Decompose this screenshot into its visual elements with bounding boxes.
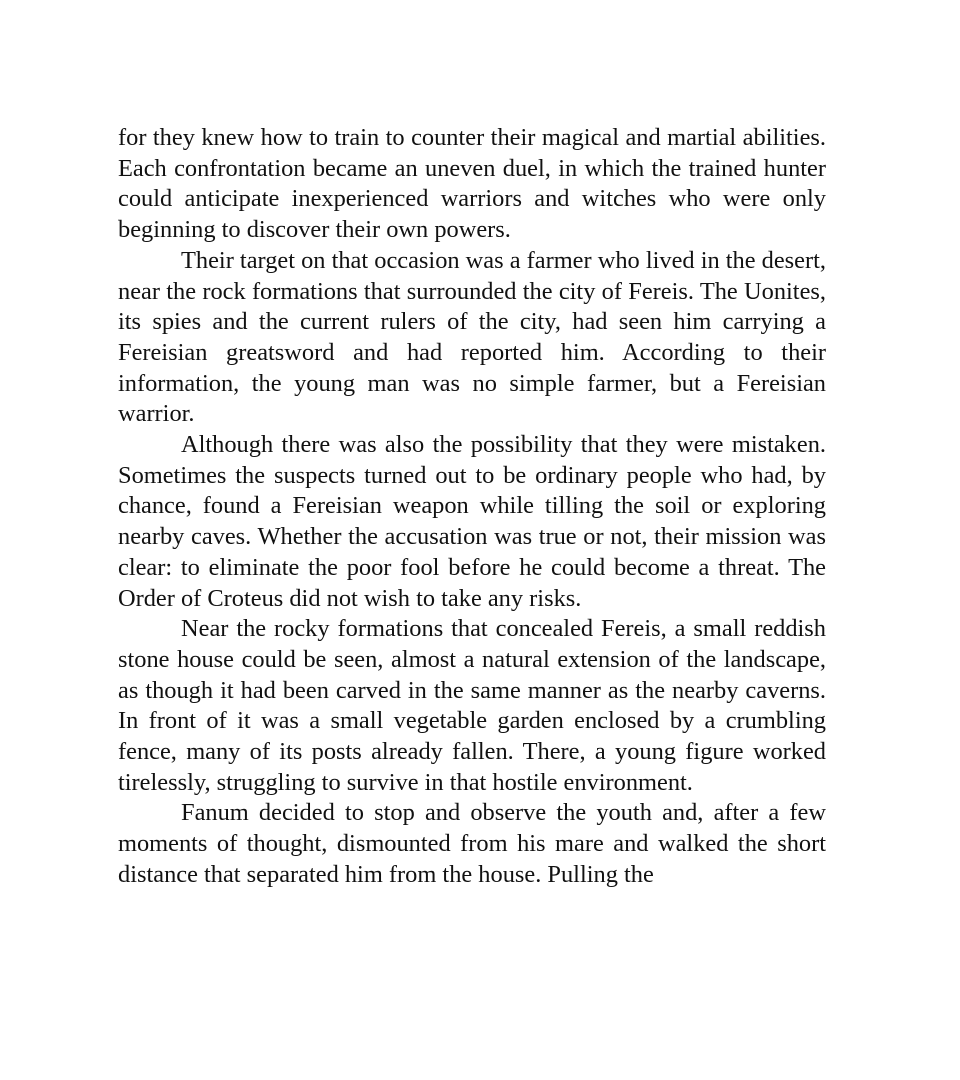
paragraph: Although there was also the possibility that they were mistaken. Sometimes the suspects turned out to be ordinary people who had, by chance, found a Fereisian weapon while tilling the soil or exploring nearby caves. Whether the accusation was true or not, their mission was clear: to eliminate the poor fool before he could become a threat. The Order of Croteus did not wish to take any risks. — [118, 431, 826, 612]
body-text — [118, 123, 826, 891]
paragraph: Fanum decided to stop and observe the youth and, after a few moments of thought, dismounted from his mare and walked the short distance that separated him from the house. Pulling the — [118, 799, 826, 888]
paragraph: Their target on that occasion was a farmer who lived in the desert, near the rock formations that surrounded the city of Fereis. The Uonites, its spies and the current rulers of the city, had seen him carrying a Fereisian greatsword and had reported him. According to their information, the young man was no simple farmer, but a Fereisian warrior. — [118, 246, 826, 428]
paragraph: Near the rocky formations that concealed Fereis, a small reddish stone house could be seen, almost a natural extension of the landscape, as though it had been carved in the same manner as the nearby caverns. In front of it was a small vegetable garden enclosed by a crumbling fence, many of its posts already fallen. There, a young figure worked tirelessly, struggling to survive in that hostile environment. — [118, 615, 826, 796]
paragraph-continuation: for they knew how to train to counter their magical and martial abilities. Each confrontation became an uneven duel, in which the trained hunter could anticipate inexperienced warriors and witches who were only beginning to discover their own powers. — [118, 124, 826, 244]
